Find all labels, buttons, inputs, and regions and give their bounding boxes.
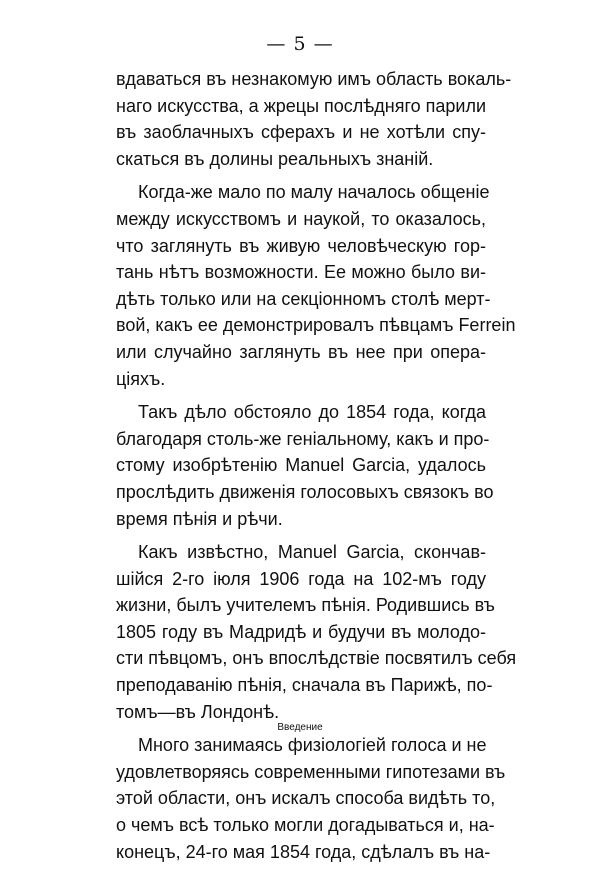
text-line: между искусствомъ и наукой, то оказалось, (116, 208, 486, 229)
text-line: 1805 году въ Мадридѣ и будучи въ молодо- (116, 621, 486, 642)
paragraph (116, 179, 516, 392)
text-line: въ заоблачныхъ сферахъ и не хотѣли спу- (116, 122, 486, 143)
text-line: скаться въ долины реальныхъ знаній. (116, 148, 434, 169)
text-line: преподаванію пѣнія, сначала въ Парижѣ, по- (116, 675, 493, 696)
text-line: томъ—въ Лондонѣ. (116, 701, 280, 722)
body-text (116, 66, 517, 872)
text-line: тань нѣтъ возможности. Ее можно было ви- (116, 262, 486, 283)
text-line: благодаря столь-же геніальному, какъ и про- (116, 428, 490, 449)
text-line: стому изобрѣтенію Manuel Garcia, удалось (116, 455, 486, 476)
text-line: или случайно заглянуть въ нее при опера- (116, 341, 486, 362)
text-line: наго искусства, а жрецы послѣдняго парили (116, 95, 487, 116)
text-line: ціяхъ. (116, 368, 166, 389)
text-line: Какъ извѣстно, Manuel Garcia, скончав- (138, 542, 486, 563)
text-line: дѣть только или на секціонномъ столѣ мерт- (116, 288, 491, 309)
text-line: вой, какъ ее демонстрировалъ пѣвцамъ Ferrein (116, 315, 516, 336)
paragraph (116, 539, 517, 725)
text-line: Когда-же мало по малу началось общеніе (138, 182, 490, 203)
text-line: шійся 2-го іюля 1906 года на 102-мъ году (116, 568, 486, 589)
text-line: прослѣдить движенія голосовыхъ связокъ во (116, 481, 494, 502)
text-line: Много занимаясь физіологіей голоса и не (138, 735, 487, 756)
paragraph (116, 399, 494, 532)
text-line: жизни, былъ учителемъ пѣнія. Родившись въ (116, 595, 495, 616)
text-line: удовлетворяясь современными гипотезами въ (116, 761, 506, 782)
text-line: время пѣнія и рѣчи. (116, 508, 283, 529)
text-line: конецъ, 24-го мая 1854 года, сдѣлалъ въ на- (116, 841, 491, 862)
text-line: Такъ дѣло обстояло до 1854 года, когда (138, 402, 486, 423)
text-line: вдаваться въ незнакомую имъ область вокаль- (116, 69, 512, 89)
paragraph (116, 732, 506, 865)
text-line: что заглянуть въ живую человѣческую гор- (116, 235, 486, 256)
text-line: сти пѣвцомъ, онъ впослѣдствіе посвятилъ себя (116, 648, 517, 669)
paragraph (116, 66, 512, 172)
footer-caption: Введение (277, 722, 323, 733)
text-line: о чемъ всѣ только могли догадываться и, на- (116, 815, 495, 836)
text-line: этой области, онъ искалъ способа видѣть то, (116, 788, 496, 809)
page-number: — 5 — (266, 33, 334, 55)
